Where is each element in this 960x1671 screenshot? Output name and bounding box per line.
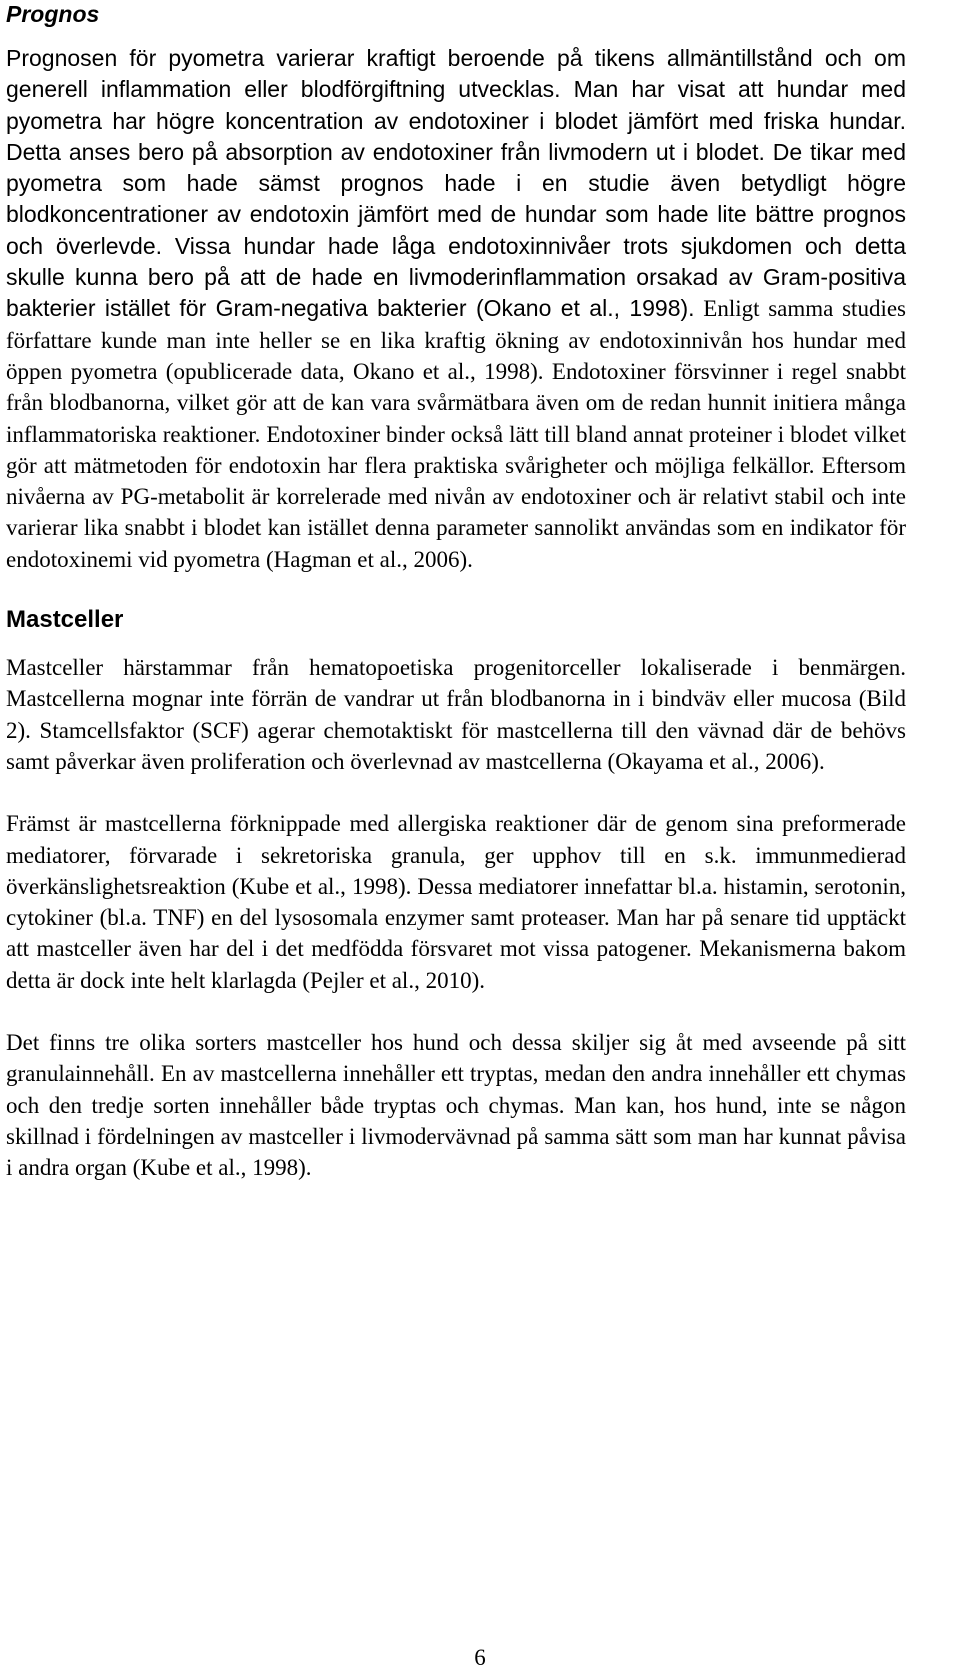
paragraph-prognos — [6, 43, 906, 575]
section-heading-prognos: Prognos — [6, 1, 100, 27]
paragraph-mastceller-2: Främst är mastcellerna förknippade med allergiska reaktioner där de genom sina preformerade mediatorer, förvarade i sekretoriska granula, ger upphov till en s.k. immunmedierad överkänslighetsreaktion (Kube et al., 1998). Dessa mediatorer innefattar bl.a. histamin, serotonin, cytokiner (bl.a. TNF) en del lysosomala enzymer samt proteaser. Man har på senare tid upptäckt att mastceller även har del i det medfödda försvaret mot vissa patogener. Mekanismerna bakom detta är dock inte helt klarlagda (Pejler et al., 2010). — [6, 811, 906, 993]
paragraph-prognos-part-1: Prognosen för pyometra varierar kraftigt beroende på tikens allmäntillstånd och om generell inflammation eller blodförgiftning utvecklas. Man har visat att hundar med pyometra har högre koncentration av endotoxiner i blodet jämfört med friska hundar. Detta anses bero på absorption av endotoxiner från livmodern ut i blodet. De tikar med pyometra som hade sämst prognos hade i en studie även betydligt högre blodkoncentrationer av endotoxin jämfört med de hundar som hade lite bättre prognos och överlevde. Vissa hundar hade låga endotoxinnivåer trots sjukdomen och detta skulle kunna bero på att de hade en livmoderinflammation orsakad av Gram-positiva bakterier istället för Gram-negativa bakterier (Okano et al., 1998). — [6, 45, 906, 322]
page-number: 6 — [474, 1645, 486, 1670]
document-page — [6, 0, 906, 1184]
paragraph-mastceller-1: Mastceller härstammar från hematopoetiska progenitorceller lokaliserade i benmärgen. Mastcellerna mognar inte förrän de vandrar ut från blodbanorna in i bindväv eller mucosa (Bild 2). Stamcellsfaktor (SCF) agerar chemotaktiskt för mastcellerna till den vävnad där de behövs samt påverkar även proliferation och överlevnad av mastcellerna (Okayama et al., 2006). — [6, 655, 906, 774]
section-heading-mastceller: Mastceller — [6, 606, 124, 634]
paragraph-mastceller-3: Det finns tre olika sorters mastceller hos hund och dessa skiljer sig åt med avseende på sitt granulainnehåll. En av mastcellerna innehåller ett tryptas, medan den andra innehåller ett chymas och den tredje sorten innehåller både tryptas och chymas. Man kan, hos hund, inte se någon skillnad i fördelningen av mastceller i livmodervävnad på samma sätt som man har kunnat påvisa i andra organ (Kube et al., 1998). — [6, 1030, 906, 1181]
paragraph-prognos-part-2: Enligt samma studies författare kunde man inte heller se en lika kraftig ökning av endotoxinnivån hos hundar med öppen pyometra (opublicerade data, Okano et al., 1998). Endotoxiner försvinner i regel snabbt från blodbanorna, vilket gör att de kan vara svårmätbara även om de redan hunnit initiera många inflammatoriska reaktioner. Endotoxiner binder också lätt till bland annat proteiner i blodet vilket gör att mätmetoden för endotoxin har flera praktiska svårigheter och möjliga felkällor. Eftersom nivåerna av PG-metabolit är korrelerade med nivån av endotoxiner och är relativt stabil och inte varierar lika snabbt i blodet kan istället denna parameter sannolikt användas som en indikator för endotoxinemi vid pyometra (Hagman et al., 2006). — [6, 296, 906, 572]
